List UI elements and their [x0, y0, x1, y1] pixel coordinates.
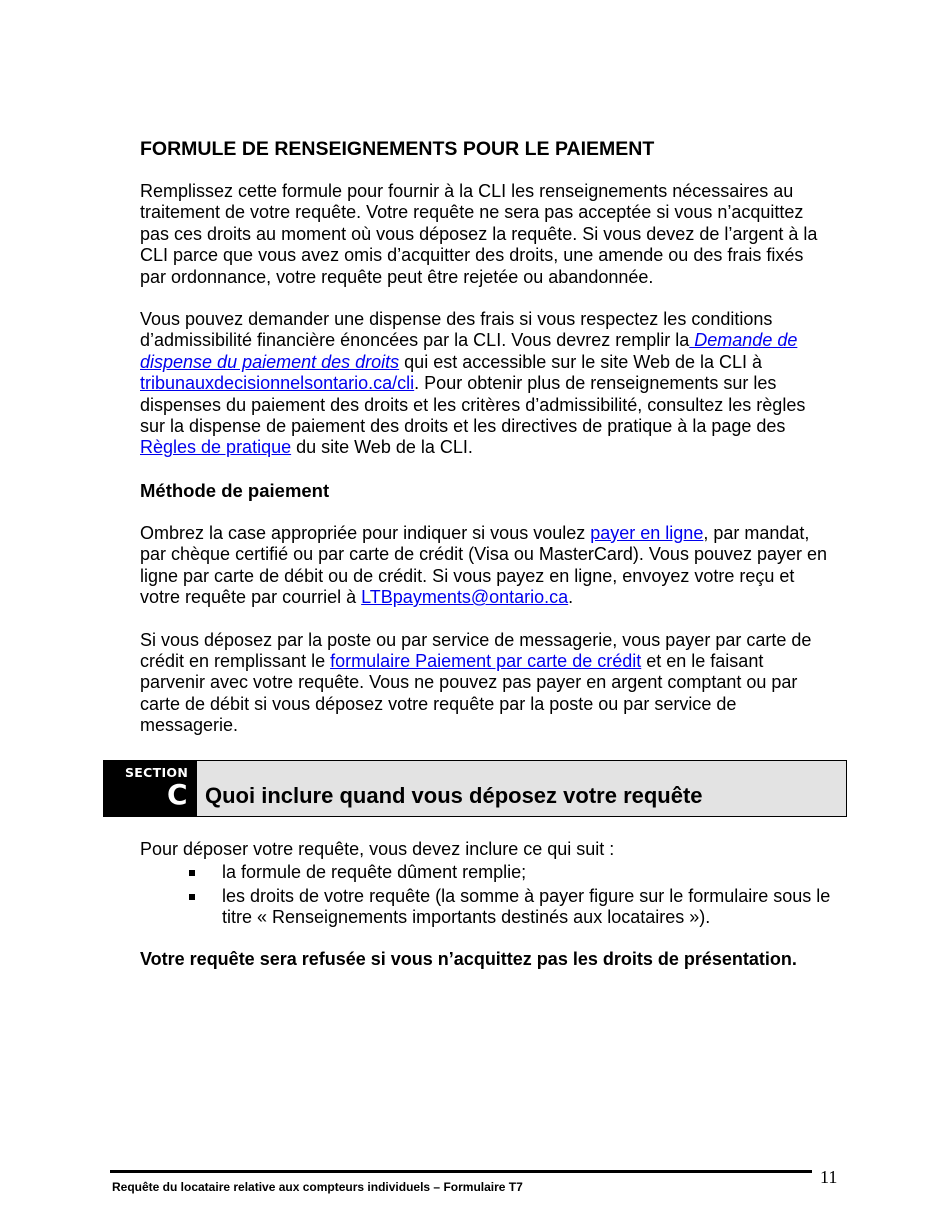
text-segment: du site Web de la CLI. [291, 437, 473, 458]
payment-method-heading: Méthode de paiement [140, 479, 330, 501]
text-segment: . [568, 587, 574, 608]
text-segment: Vous pouvez demander une dispense des frais si vous respectez les conditions d’admissibilité financière énoncées par la CLI. Vous devrez remplir la [140, 309, 773, 351]
text-segment: , par mandat, par chèque certifié ou par carte de crédit (Visa ou MasterCard). Vous pouvez payer en ligne par carte de débit ou de crédit. Si vous payez en ligne, envoyez votre reçu et votre requête par courriel à [140, 522, 828, 608]
pay-online-link[interactable]: payer en ligne [590, 522, 704, 543]
refusal-warning: Votre requête sera refusée si vous n’acquittez pas les droits de présentation. [140, 948, 797, 969]
list-item [140, 862, 840, 883]
paragraph-payment-intro: Remplissez cette formule pour fournir à la CLI les renseignements nécessaires au traitement de votre requête. Votre requête ne sera pas acceptée si vous n’acquittez pas ces droits au moment où vous déposez la requête. Si vous devez de l’argent à la CLI parce que vous avez omis d’acquitter des droits, une amende ou des frais fixés par ordonnance, votre requête peut être rejetée ou abandonnée. [140, 181, 818, 287]
paragraph-payment-method [140, 523, 830, 609]
page-number: 11 [820, 1167, 838, 1187]
paragraph-fee-waiver [140, 309, 830, 459]
list-item-text: les droits de votre requête (la somme à payer figure sur le formulaire sous le titre « Renseignements importants destinés aux locataires »). [222, 885, 831, 928]
list-item [140, 886, 840, 929]
payment-info-block [140, 138, 830, 758]
rules-of-practice-link[interactable]: Règles de pratique [140, 437, 292, 458]
footer-divider [110, 1170, 812, 1173]
text-segment: qui est accessible sur le site Web de la CLI à [399, 351, 763, 372]
text-segment: Si vous déposez par la poste ou par service de messagerie, vous payer par carte de crédit en remplissant le [140, 629, 812, 671]
credit-card-form-link[interactable]: formulaire Paiement par carte de crédit [330, 650, 642, 671]
section-c-intro: Pour déposer votre requête, vous devez inclure ce qui suit : [140, 839, 615, 859]
section-title-box [197, 760, 847, 817]
section-word: SECTION [125, 765, 189, 780]
ltb-website-link[interactable]: tribunauxdecisionnelsontario.ca/cli [140, 373, 415, 394]
text-segment: et en le faisant parvenir avec votre requête. Vous ne pouvez pas payer en argent comptant ou par carte de débit si vous déposez votre requête par la poste ou par service de messagerie. [140, 650, 798, 736]
text-segment: . Pour obtenir plus de renseignements sur les dispenses du paiement des droits et les critères d’admissibilité, consultez les règles sur la dispense de paiement des droits et les directives de pratique à la page des [140, 373, 806, 437]
bullet-square-icon [189, 894, 195, 900]
text-segment: Ombrez la case appropriée pour indiquer si vous voulez [140, 522, 591, 543]
fee-waiver-form-link[interactable]: Demande de dispense du paiement des droits [140, 330, 798, 372]
section-c-header [103, 760, 847, 817]
required-items-list [140, 862, 840, 928]
section-c-content [140, 839, 840, 991]
footer-form-title: Requête du locataire relative aux compteurs individuels – Formulaire T7 [112, 1180, 523, 1194]
section-letter: C [167, 778, 188, 811]
page-title: FORMULE DE RENSEIGNEMENTS POUR LE PAIEMENT [140, 138, 655, 160]
paragraph-mail-payment [140, 630, 830, 737]
list-item-text: la formule de requête dûment remplie; [222, 862, 527, 883]
section-title: Quoi inclure quand vous déposez votre requête [205, 783, 703, 808]
bullet-square-icon [189, 870, 195, 876]
ltb-payments-email-link[interactable]: LTBpayments@ontario.ca [361, 587, 569, 608]
section-label-box [103, 760, 197, 817]
